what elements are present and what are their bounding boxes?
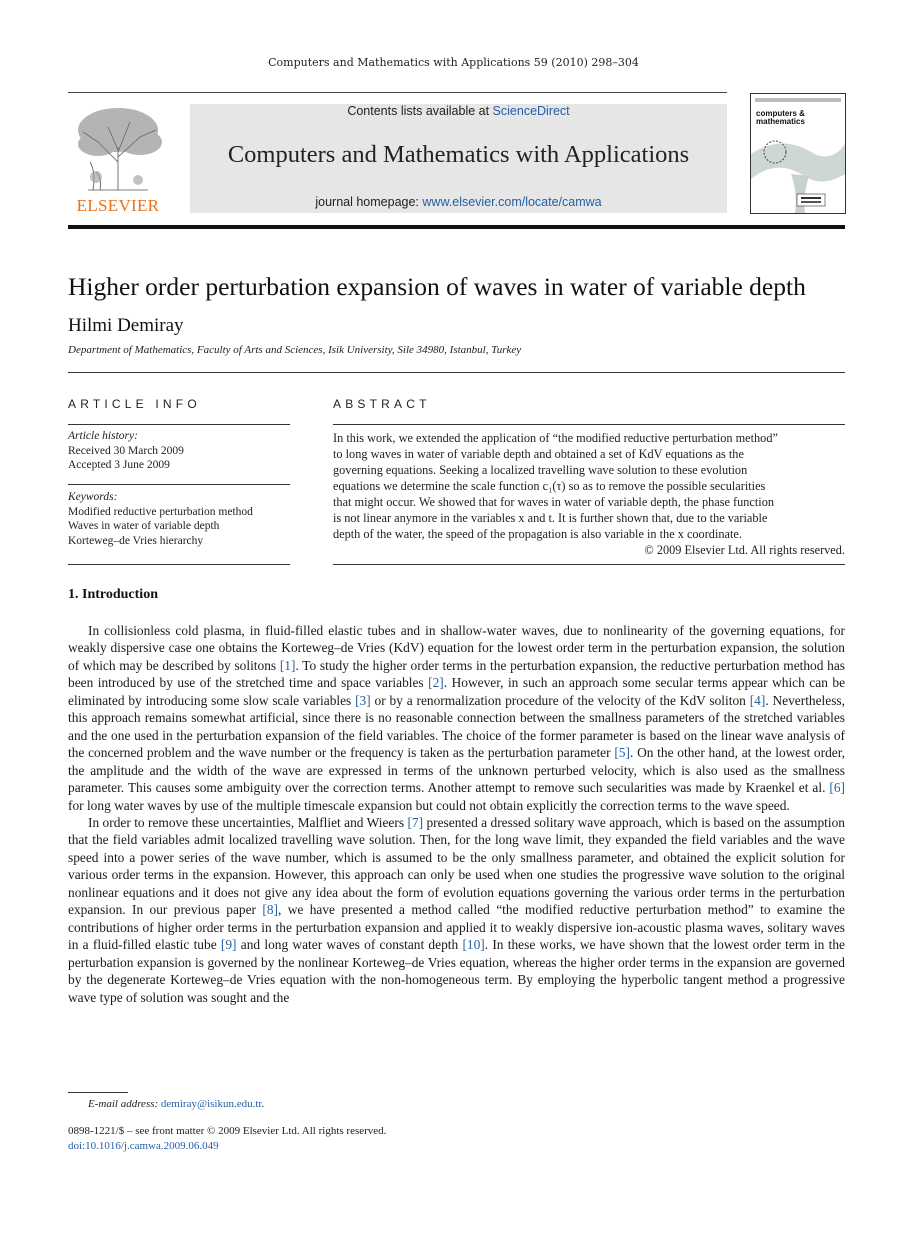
reference-link[interactable]: [5] (614, 745, 630, 761)
accepted-date: Accepted 3 June 2009 (68, 459, 170, 471)
contents-prefix: Contents lists available at (347, 104, 493, 118)
abstract-body (333, 430, 845, 558)
introduction-heading: 1. Introduction (68, 587, 158, 602)
journal-homepage-link[interactable]: www.elsevier.com/locate/camwa (422, 195, 602, 209)
reference-link[interactable]: [3] (355, 692, 371, 708)
author-name: Hilmi Demiray (68, 315, 184, 336)
reference-link[interactable]: [7] (407, 814, 424, 830)
article-info-rule-bottom (68, 564, 290, 565)
abstract-rule-bottom (333, 564, 845, 565)
abstract-line: is not linear anymore in the variables x and t. It is further shown that, due to the variable (333, 511, 768, 525)
abstract-line: to long waves in water of variable depth and obtained a set of KdV equations as the (333, 447, 744, 461)
sciencedirect-link[interactable]: ScienceDirect (492, 104, 570, 118)
article-history (68, 429, 290, 473)
body-text-run: . However, in such an approach some secular terms appear which can be eliminated by introducing some slow scale variables (68, 675, 846, 708)
title-block-rule (68, 372, 845, 373)
reference-link[interactable]: [10] (462, 937, 485, 953)
cover-title: computers & mathematics (756, 109, 805, 126)
abstract-rule-top (333, 424, 845, 425)
keyword-item: Korteweg–de Vries hierarchy (68, 534, 204, 547)
journal-cover-thumbnail (750, 93, 846, 214)
reference-link[interactable]: [8] (262, 902, 278, 918)
article-info-rule-top (68, 424, 290, 425)
reference-link[interactable]: [1] (279, 657, 296, 673)
body-text-run: In order to remove these uncertainties, Malfliet and Wieers (88, 814, 408, 830)
history-label: Article history: (68, 430, 138, 442)
keywords-block (68, 490, 290, 548)
journal-citation: Computers and Mathematics with Applications 59 (2010) 298–304 (268, 56, 639, 69)
keyword-item: Modified reductive perturbation method (68, 505, 253, 518)
journal-homepage-line (190, 195, 727, 209)
reference-link[interactable]: [9] (220, 937, 237, 953)
contents-availability-line (190, 104, 727, 118)
reference-link[interactable]: [6] (829, 780, 845, 796)
homepage-prefix: journal homepage: (315, 195, 423, 209)
corresponding-email (88, 1098, 264, 1110)
reference-link[interactable]: [4] (749, 692, 766, 708)
abstract-line: equations we determine the scale function c₁(τ) so as to remove the possible secularities (333, 479, 766, 493)
keyword-item: Waves in water of variable depth (68, 520, 220, 532)
author-affiliation: Department of Mathematics, Faculty of Arts and Sciences, Isik University, Sile 34980, Istanbul, Turkey (68, 344, 522, 356)
masthead-bottom-rule (68, 225, 845, 229)
email-suffix: . (261, 1098, 265, 1110)
email-link[interactable]: demiray@isikun.edu.tr (160, 1098, 262, 1110)
masthead-top-rule (68, 92, 727, 93)
body-text-run: . In these works, we have shown that the lowest order term in the perturbation expansion is governed by the nonlinear Korteweg–de Vries equation, whereas the higher order terms in the expansion are governed by the degenerate Korteweg–de Vries equation with the non-homogeneous term. By employing the hyperbolic tangent method a progressive wave type of solution was sought and the (68, 937, 845, 1005)
reference-link[interactable]: [2] (428, 675, 444, 691)
introduction-paragraph-1 (68, 622, 845, 814)
email-label: E-mail address: (88, 1098, 159, 1110)
doi-link[interactable]: doi:10.1016/j.camwa.2009.06.049 (68, 1140, 219, 1152)
body-text-run: . To study the higher order terms in the perturbation expansion, the reductive perturbation method has been introduced by use of the stretched time and space variables (68, 657, 845, 691)
keywords-label: Keywords: (68, 491, 118, 503)
abstract-heading: ABSTRACT (333, 397, 431, 411)
introduction-paragraph-2 (68, 814, 845, 1006)
article-info-rule-mid (68, 484, 290, 485)
body-text-run: In collisionless cold plasma, in fluid-filled elastic tubes and in shallow-water waves, due to nonlinearity of the governing equations, for weakly dispersive case one obtains the Korteweg–de Vries (KdV) equation for the lowest order term in the perturbation expansion, the solution of which may be described by solitons (68, 623, 845, 673)
abstract-line: governing equations. Seeking a localized travelling wave solution to these evolution (333, 463, 748, 477)
elsevier-wordmark: ELSEVIER (76, 196, 160, 215)
body-text-run: or by a renormalization procedure of the velocity of the KdV soliton (370, 692, 750, 708)
abstract-line: In this work, we extended the application of “the modified reductive perturbation method” (333, 431, 778, 445)
body-text-run: . Nevertheless, this approach remains somewhat artificial, since there is no reasonable connection between the smallness parameters of the stretched variables and the one used in the perturbation expansion of the field variables. The choice of the former parameter is based on the linear wave analysis of the concerned problem and the wave number or the frequency is taken as the perturbation parameter (68, 692, 845, 761)
body-text-run: and long water waves of constant depth (236, 937, 463, 953)
issn-front-matter: 0898-1221/$ – see front matter © 2009 Elsevier Ltd. All rights reserved. (68, 1125, 387, 1137)
body-text-run: . On the other hand, at the lowest order, the amplitude and the width of the wave are expressed in terms of the unknown perturbed velocity, which is also used as the smallness parameter. This causes some ambiguity over the correction terms. Another attempt to remove such secularities was made by Kraenkel et al. (68, 745, 845, 796)
abstract-line: depth of the water, the speed of the propagation is also variable in the x coordinate. (333, 527, 742, 541)
article-title: Higher order perturbation expansion of waves in water of variable depth (68, 272, 806, 301)
abstract-line: that might occur. We showed that for waves in water of variable depth, the phase function (333, 495, 774, 509)
body-text-run: presented a dressed solitary wave approach, which is based on the assumption that the field variables admit localized travelling wave solution. Then, for the long wave limit, they expanded the field variables and the wave speed into a power series of the wave number, which is assumed to be the only smallness parameter, and obtained the explicit solution for various order terms in the expansion. However, this approach can only be used when one studies the progressive wave solution to the original nonlinear equations and it does not give any idea about the form of evolution equations governing the various order terms in the perturbation expansion. In our previous paper (68, 814, 845, 918)
article-info-heading: ARTICLE INFO (68, 397, 201, 411)
body-text-run: for long water waves by use of the multiple timescale expansion but could not obtain explicitly the correction terms to the wave speed. (68, 797, 790, 813)
introduction-body (68, 622, 845, 1006)
journal-title: Computers and Mathematics with Applications (227, 141, 690, 168)
copyright-notice: © 2009 Elsevier Ltd. All rights reserved. (644, 543, 845, 557)
body-text-run: , we have presented a method called “the modified reductive perturbation method” to examine the contributions of higher order terms in the perturbation expansion and applied it to weakly dispersive ion-acoustic plasma waves, solitary waves in a fluid-filled elastic tube (68, 902, 845, 953)
footnote-rule (68, 1092, 128, 1093)
received-date: Received 30 March 2009 (68, 444, 184, 457)
